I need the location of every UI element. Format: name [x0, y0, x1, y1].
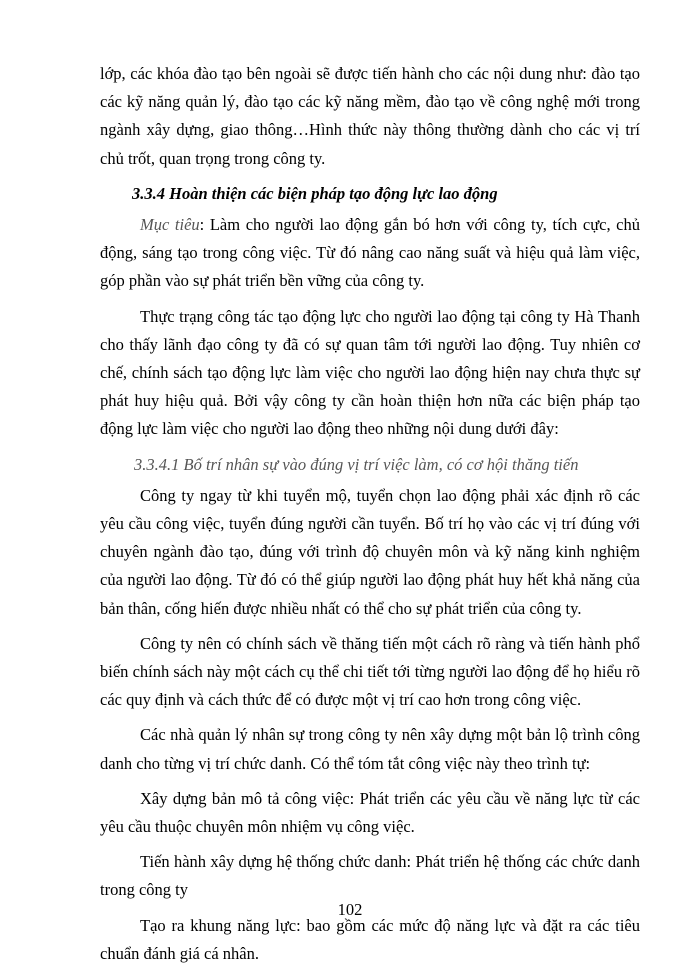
page-number: 102 [337, 900, 363, 919]
paragraph-continuation: lớp, các khóa đào tạo bên ngoài sẽ được tiến hành cho các nội dung như: đào tạo các kỹ năng quản lý, đào tạo các kỹ năng mềm, đào tạo về công nghệ mới trong ngành xây dựng, giao thông…Hình thức này thông thường dành cho các vị trí chủ trốt, quan trọng trong công ty. [100, 64, 640, 168]
paragraph-body: Thực trạng công tác tạo động lực cho người lao động tại công ty Hà Thanh cho thấy lãnh đạo công ty đã có sự quan tâm tới người lao động. Tuy nhiên cơ chế, chính sách tạo động lực làm việc cho người lao động hiện nay chưa thực sự phát huy hiệu quả. Bởi vậy công ty cần hoàn thiện hơn nữa các biện pháp tạo động lực làm việc cho người lao động theo những nội dung dưới đây: [100, 306, 640, 439]
objective-text: : Làm cho người lao động gắn bó hơn với công ty, tích cực, chủ động, sáng tạo trong công việc. Từ đó nâng cao năng suất và hiệu quả làm việc, góp phần vào sự phát triển bền vững của công ty. [100, 215, 641, 291]
subsection-heading: 3.3.4.1 Bố trí nhân sự vào đúng vị trí việc làm, có cơ hội thăng tiến [134, 454, 579, 474]
paragraph-body: Công ty ngay từ khi tuyển mộ, tuyển chọn lao động phải xác định rõ các yêu cầu công việc, tuyển đúng người cần tuyển. Bố trí họ vào các vị trí đúng với chuyên ngành đào tạo, đúng với trình độ chuyên môn và kỹ năng kinh nghiệm của người lao động. Từ đó có thể giúp người lao động phát huy hết khả năng của bản thân, cống hiến được nhiều nhất có thể cho sự phát triển của công ty. [100, 485, 640, 618]
paragraph-body: Các nhà quản lý nhân sự trong công ty nên xây dựng một bản lộ trình công danh cho từng vị trí chức danh. Có thể tóm tắt công việc này theo trình tự: [100, 725, 640, 773]
paragraph-body: Xây dựng bản mô tả công việc: Phát triển các yêu cầu về năng lực từ các yêu cầu thuộc chuyên môn nhiệm vụ công việc. [100, 788, 640, 837]
paragraph-body: Tạo ra khung năng lực: bao gồm các mức độ năng lực và đặt ra các tiêu chuẩn đánh giá cá nhân. [100, 915, 640, 963]
section-heading: 3.3.4 Hoàn thiện các biện pháp tạo động lực lao động [132, 183, 498, 203]
page-content [100, 60, 640, 975]
paragraph-body: Tiến hành xây dựng hệ thống chức danh: Phát triển hệ thống các chức danh trong công ty [100, 852, 640, 900]
paragraph-body: Công ty nên có chính sách về thăng tiến một cách rõ ràng và tiến hành phổ biến chính sách này một cách cụ thể chi tiết tới từng người lao động để họ hiểu rõ các quy định và cách thức để có được một vị trí cao hơn trong công việc. [100, 633, 640, 710]
objective-label: Mục tiêu [140, 215, 200, 235]
paragraph-objective [100, 211, 640, 296]
